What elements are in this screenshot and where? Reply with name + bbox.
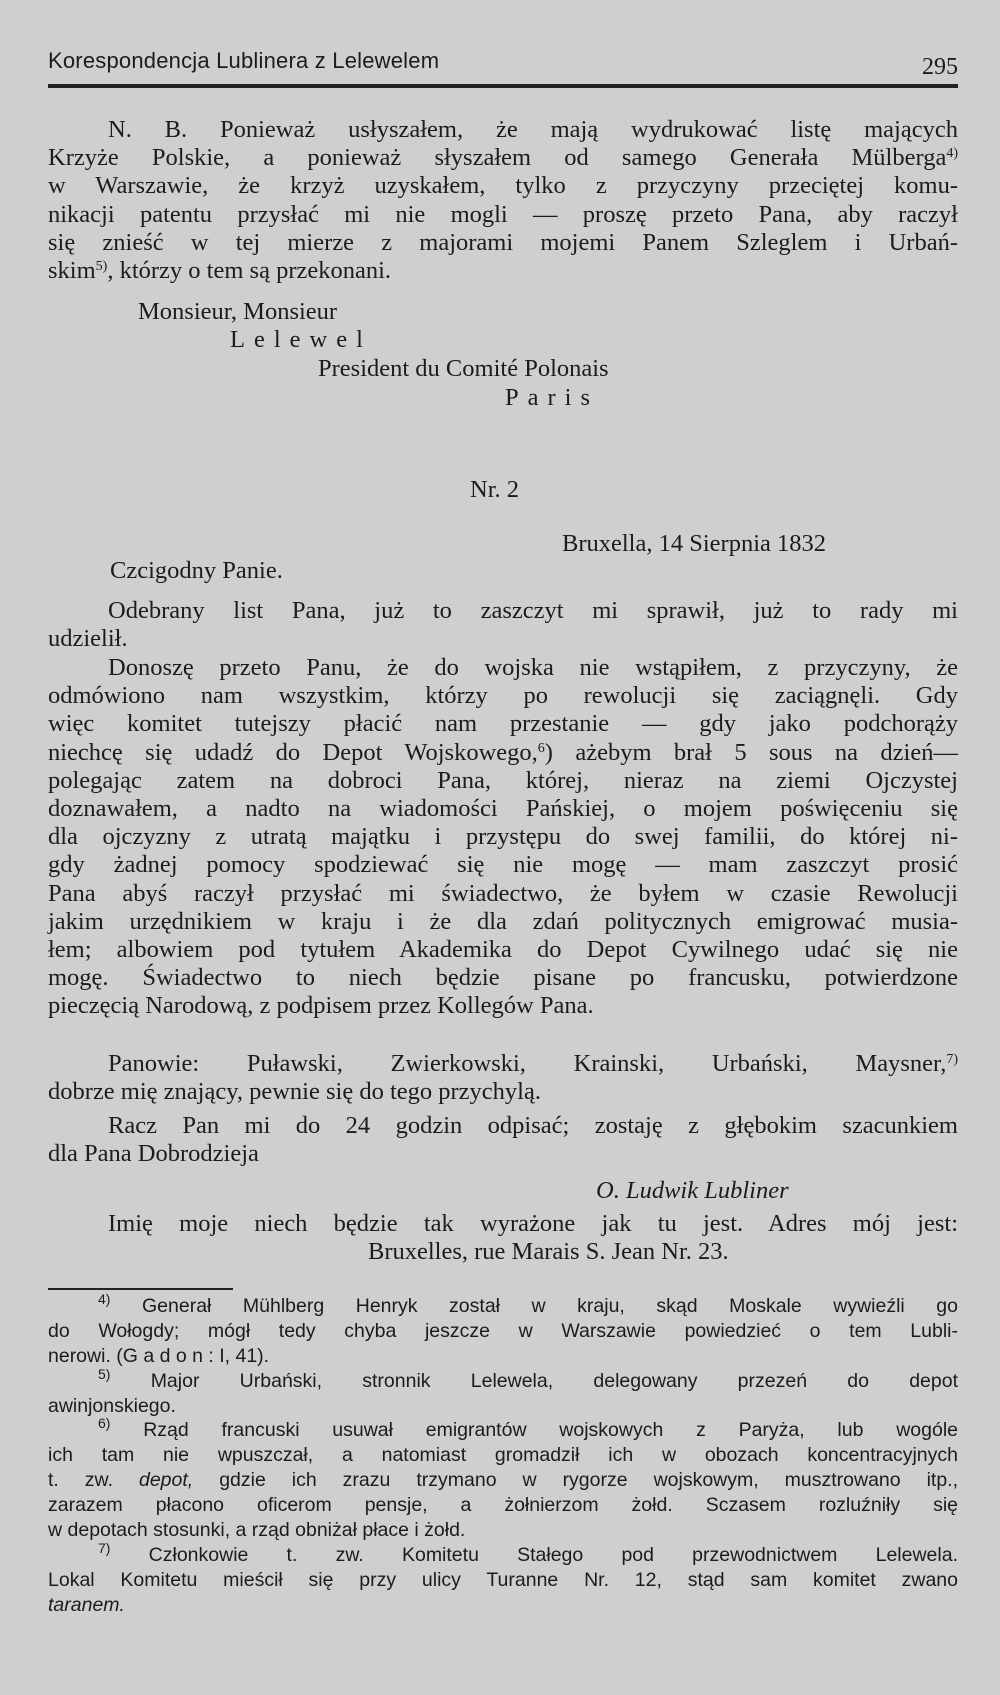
text-line: udzielił. <box>48 625 128 653</box>
paragraph-1 <box>48 597 958 653</box>
paragraph-3 <box>48 1050 958 1106</box>
text-line: pieczęcią Narodową, z podpisem przez Kollegów Pana. <box>48 992 594 1020</box>
footnote-6 <box>48 1415 959 1543</box>
footnote-ref-6: 6 <box>537 740 545 756</box>
footnote-5 <box>48 1366 959 1419</box>
text-line: odmówiono nam wszystkim, którzy po rewolucji się zaciągnęli. Gdy <box>48 682 958 710</box>
text-line: Pana abyś raczył przysłać mi świadectwo, że byłem w czasie Rewolucji <box>48 879 958 907</box>
text-line: skim$^{5)}$, którzy o tem są przekonani. <box>48 257 392 285</box>
text-line: $^{6)}$ Rząd francuski usuwał emigrantów wojskowych z Paryża, lub wogóle <box>98 1415 959 1441</box>
text-line: Krzyże Polskie, a ponieważ słyszałem od samego Generała Mülberga$^{4)}$ <box>48 144 958 172</box>
text-line: taranem. <box>48 1594 125 1616</box>
footnote-mark: 7) <box>98 1540 111 1556</box>
footnote-ref-5: 5) <box>95 259 108 275</box>
text-line: polegając zatem na dobroci Pana, której, nieraz na ziemi Ojczystej <box>48 766 958 794</box>
address-line-1: Monsieur, Monsieur <box>138 298 338 325</box>
text-line: N. B. Ponieważ usłyszałem, że mają wydrukować listę mających <box>108 116 958 143</box>
text-line: Lokal Komitetu mieścił się przy ulicy Turanne Nr. 12, stąd sam komitet zwano <box>48 1569 958 1591</box>
signature: O. Ludwik Lubliner <box>596 1177 789 1204</box>
nb-paragraph <box>48 116 958 285</box>
running-title: Korespondencja Lublinera z Lelewelem <box>48 48 440 73</box>
text-line: gdy żadnej pomocy spodziewać się nie mogę — mam zaszczyt prosić <box>48 851 958 879</box>
text-line: Odebrany list Pana, już to zaszczyt mi sprawił, już to rady mi <box>108 597 958 624</box>
text-line: zarazem płacono oficerom pensje, a żołnierzom żołd. Sczasem rozluźniły się <box>48 1494 958 1516</box>
text-line: Bruxelles, rue Marais S. Jean Nr. 23. <box>368 1238 729 1266</box>
paragraph-4 <box>48 1112 958 1168</box>
footnote-mark: 5) <box>98 1366 111 1382</box>
text-line: mogę. Świadectwo to niech będzie pisane po francusku, potwierdzone <box>48 964 958 992</box>
text-line: $^{4)}$ Generał Mühlberg Henryk został w kraju, skąd Moskale wywieźli go <box>98 1291 958 1317</box>
address-line-2: Lelewel <box>230 326 372 353</box>
text-line: awinjonskiego. <box>48 1395 176 1417</box>
text-line: niechcę się udadź do Depot Wojskowego,$^6$) ażebym brał 5 sous na dzień— <box>48 738 958 766</box>
paragraph-2 <box>48 654 958 1021</box>
page-header <box>48 48 958 78</box>
text-line: nerowi. (G a d o n : I, 41). <box>48 1345 270 1367</box>
text-line: w Warszawie, że krzyż uzyskałem, tylko z przyczyny przeciętej komu- <box>48 172 958 200</box>
header-rule <box>48 84 958 88</box>
text-line: ich tam nie wpuszczał, a natomiast gromadził ich w obozach koncentracyjnych <box>48 1444 958 1466</box>
footnote-mark: 4) <box>98 1291 111 1307</box>
text-line: $^{5)}$ Major Urbański, stronnik Lelewela, delegowany przezeń do depot <box>98 1366 959 1392</box>
text-line: t. zw. depot, gdzie ich zrazu trzymano w rygorze wojskowym, musztrowano itp., <box>48 1469 959 1491</box>
footnote-ref-7: 7) <box>946 1052 958 1067</box>
letter-number: Nr. 2 <box>470 476 519 503</box>
text-line: dla Pana Dobrodzieja <box>48 1140 259 1168</box>
address-line-3: President du Comité Polonais <box>318 355 609 382</box>
address-line-4: Paris <box>505 384 599 411</box>
text-line: jakim urzędnikiem w kraju i że dla zdań politycznych emigrować musia- <box>48 907 958 935</box>
text-line: Imię moje niech będzie tak wyrażone jak tu jest. Adres mój jest: <box>108 1210 958 1237</box>
text-line: dla ojczyzny z utratą majątku i przystępu do swej familii, do której ni- <box>48 823 958 851</box>
footnote-ref-4: 4) <box>946 146 958 162</box>
text-line: Donoszę przeto Panu, że do wojska nie wstąpiłem, z przyczyny, że <box>108 654 958 681</box>
footnote-mark: 6) <box>98 1415 111 1431</box>
text-line: łem; albowiem pod tytułem Akademika do Depot Cywilnego udać się nie <box>48 936 958 964</box>
text-line: do Wołogdy; mógł tedy chyba jeszcze w Warszawie powiedzieć o tem Lubli- <box>48 1320 958 1342</box>
page-number: 295 <box>922 54 958 80</box>
salutation: Czcigodny Panie. <box>110 557 283 584</box>
text-line: doznawałem, a nadto na wiadomości Pańskiej, o mojem poświęceniu się <box>48 795 958 823</box>
postscript <box>48 1210 958 1266</box>
footnote-rule <box>48 1288 233 1290</box>
text-line: się znieść w tej mierze z majorami mojemi Panem Szleglem i Urbań- <box>48 228 958 256</box>
text-line: Racz Pan mi do 24 godzin odpisać; zostaję z głębokim szacunkiem <box>108 1112 958 1139</box>
text-line: $^{7)}$ Członkowie t. zw. Komitetu Stałego pod przewodnictwem Lelewela. <box>98 1540 958 1566</box>
text-line: dobrze mię znający, pewnie się do tego przychylą. <box>48 1078 541 1106</box>
letter-date: Bruxella, 14 Sierpnia 1832 <box>562 530 827 557</box>
footnote-4 <box>48 1291 958 1369</box>
text-line: więc komitet tutejszy płacić nam przestanie — gdy jako podchorąży <box>48 710 958 738</box>
text-line: w depotach stosunki, a rząd obniżał płace i żołd. <box>48 1519 466 1541</box>
text-line: nikacji patentu przysłać mi nie mogli — proszę przeto Pana, aby raczył <box>48 200 958 228</box>
footnote-7 <box>48 1540 958 1618</box>
text-line: Panowie: Puławski, Zwierkowski, Krainski, Urbański, Maysner,$^{7)}$ <box>108 1050 958 1077</box>
